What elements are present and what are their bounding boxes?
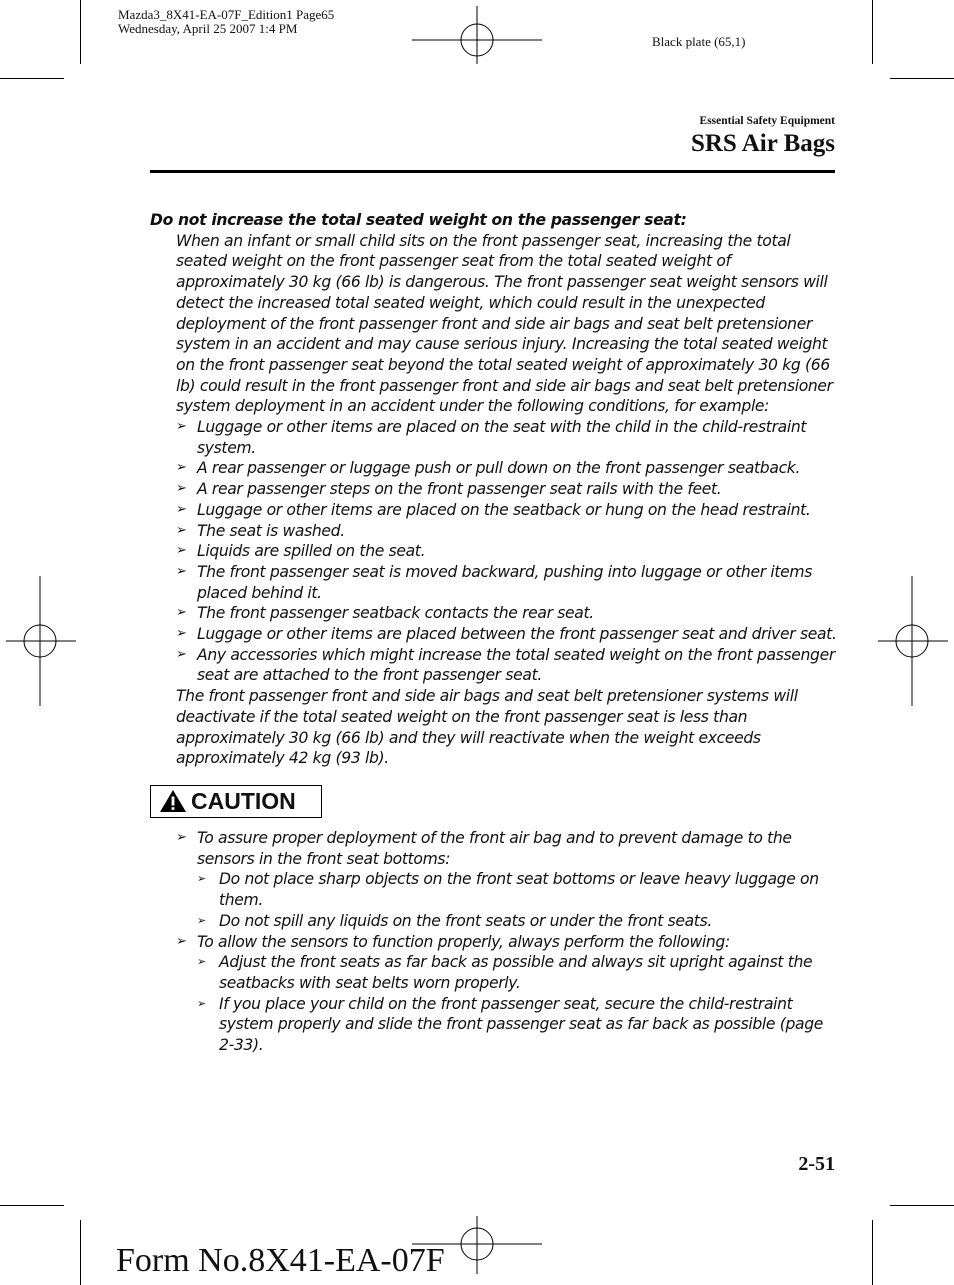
caution-label: CAUTION [191,788,296,815]
caution-sublist [197,869,840,931]
list-item: ➢ A rear passenger steps on the front passenger seat rails with the feet. [176,479,840,500]
outro-paragraph: The front passenger front and side air bags and seat belt pretensioner systems will deactivate if the total seated weight on the front passenger seat is less than approximately 30 kg (66 lb) and they will reactivate when the weight exceeds approximately 42 kg (93 lb). [176,687,798,768]
caution-item-text: To allow the sensors to function properly, always perform the following: [197,932,730,951]
form-number: Form No.8X41-EA-07F [116,1242,445,1279]
list-item: ➢ Luggage or other items are placed on the seat with the child in the child-restraint system. [176,417,840,458]
registration-mark-left [6,576,76,706]
intro-paragraph: When an infant or small child sits on the front passenger seat, increasing the total seated weight on the front passenger seat from the total seated weight of approximately 30 kg (66 lb) is dangerous. The front passenger seat weight sensors will detect the increased total seated weight, which could result in the unexpected deployment of the front passenger front and side air bags and seat belt pretensioner system in an accident and may cause serious injury. Increasing the total seated weight on the front passenger seat beyond the total seated weight of approximately 30 kg (66 lb) could result in the front passenger front and side air bags and seat belt pretensioner system deployment in an accident under the following conditions, for example: [176,231,833,416]
list-item: ➢ Liquids are spilled on the seat. [176,541,840,562]
header-rule [150,170,835,173]
plate-label: Black plate (65,1) [652,34,746,49]
caution-sublist [197,952,840,1056]
caution-item [176,828,840,932]
list-item: ➢ The front passenger seat is moved backward, pushing into luggage or other items placed behind it. [176,562,840,603]
print-timestamp: Wednesday, April 25 2007 1:4 PM [118,21,298,36]
page-title: SRS Air Bags [690,130,835,157]
list-item: ➢ The front passenger seatback contacts the rear seat. [176,603,840,624]
caution-box [150,785,322,818]
registration-mark-top [410,6,544,66]
caution-subitem: ➢ Do not spill any liquids on the front seats or under the front seats. [197,911,840,932]
conditions-list [176,417,840,686]
caution-list [176,828,840,1056]
caution-subitem: ➢ Adjust the front seats as far back as possible and always sit upright against the seatbacks with seat belts worn properly. [197,952,840,993]
caution-item [176,932,840,1056]
main-content [150,210,840,1056]
list-item: ➢ A rear passenger or luggage push or pull down on the front passenger seatback. [176,458,840,479]
list-item: ➢ Luggage or other items are placed on the seatback or hung on the head restraint. [176,500,840,521]
warning-triangle-icon [159,789,187,813]
caution-item-text: To assure proper deployment of the front air bag and to prevent damage to the sensors in the front seat bottoms: [197,828,792,868]
caution-subitem: ➢ If you place your child on the front passenger seat, secure the child-restraint system properly and slide the front passenger seat as far back as possible (page 2-33). [197,994,840,1056]
list-item: ➢ The seat is washed. [176,521,840,542]
registration-mark-right [878,576,948,706]
list-item: ➢ Any accessories which might increase the total seated weight on the front passenger seat are attached to the front passenger seat. [176,645,840,686]
list-item: ➢ Luggage or other items are placed between the front passenger seat and driver seat. [176,624,840,645]
caution-subitem: ➢ Do not place sharp objects on the front seat bottoms or leave heavy luggage on them. [197,869,840,910]
print-file-name: Mazda3_8X41-EA-07F_Edition1 Page65 [118,7,335,22]
section-label: Essential Safety Equipment [699,115,835,127]
section-heading: Do not increase the total seated weight on the passenger seat: [150,211,687,229]
page-number: 2-51 [798,1153,835,1175]
